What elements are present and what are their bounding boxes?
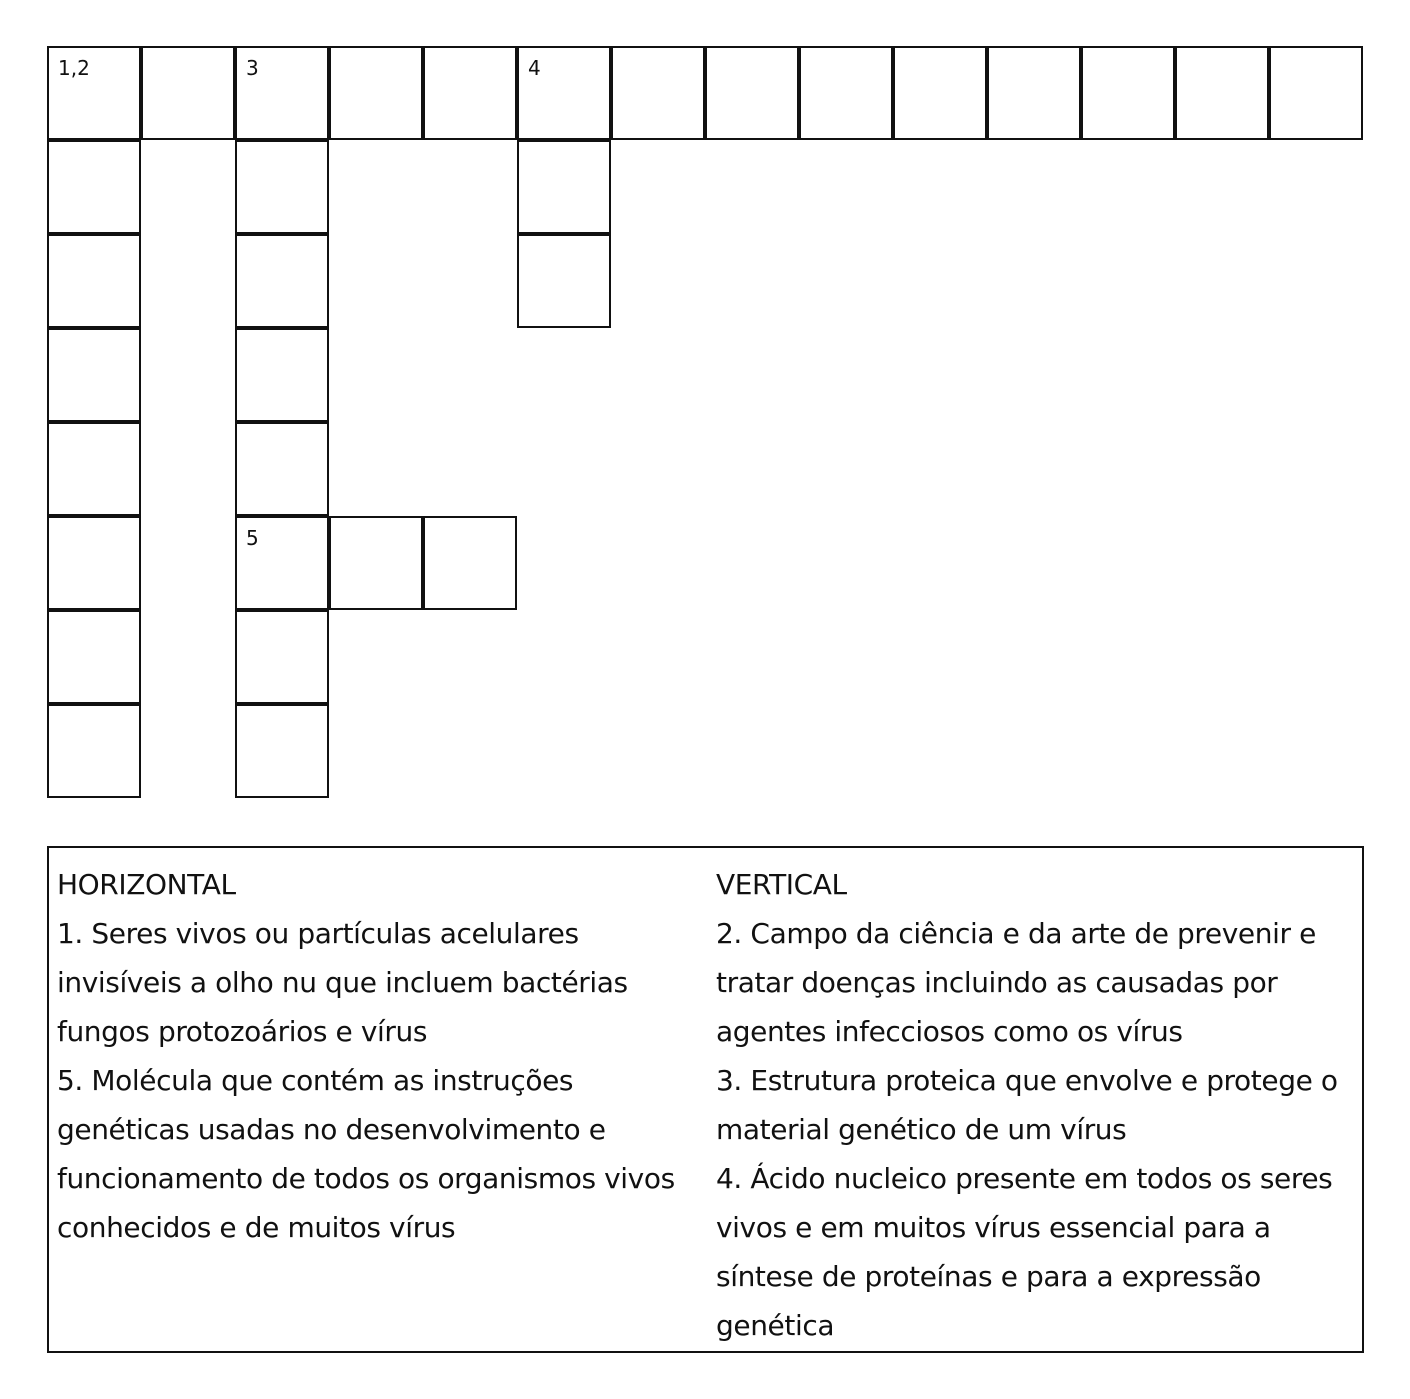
clue-vertical-4: 4. Ácido nucleico presente em todos os seres vivos e em muitos vírus essencial para a síntese de proteínas e para a expressão genética [716, 1162, 1333, 1342]
crossword-cell[interactable] [47, 610, 141, 704]
crossword-cell[interactable] [1081, 46, 1175, 140]
clues-box [47, 846, 1364, 1353]
crossword-cell[interactable] [705, 46, 799, 140]
crossword-cell[interactable] [235, 328, 329, 422]
crossword-cell[interactable] [235, 140, 329, 234]
vertical-heading: VERTICAL [716, 868, 847, 901]
crossword-cell[interactable] [47, 422, 141, 516]
horizontal-clues [57, 860, 707, 1252]
crossword-cell[interactable] [799, 46, 893, 140]
clue-vertical-2: 2. Campo da ciência e da arte de prevenir e tratar doenças incluindo as causadas por agentes infecciosos como os vírus [716, 917, 1316, 1048]
crossword-cell[interactable] [893, 46, 987, 140]
crossword-cell[interactable] [235, 234, 329, 328]
crossword-cell[interactable] [1269, 46, 1363, 140]
crossword-cell[interactable] [47, 328, 141, 422]
crossword-cell[interactable] [47, 234, 141, 328]
crossword-cell[interactable] [235, 704, 329, 798]
crossword-cell[interactable] [329, 516, 423, 610]
crossword-cell[interactable] [47, 704, 141, 798]
clue-horizontal-1: 1. Seres vivos ou partículas acelulares invisíveis a olho nu que incluem bactérias fungos protozoários e vírus [57, 917, 628, 1048]
clue-number: 5 [246, 526, 259, 550]
crossword-cell[interactable] [517, 140, 611, 234]
crossword-cell[interactable] [517, 234, 611, 328]
clue-number: 1,2 [58, 56, 90, 80]
crossword-cell[interactable] [47, 46, 141, 140]
crossword-cell[interactable] [47, 140, 141, 234]
crossword-cell[interactable] [235, 422, 329, 516]
clue-number: 4 [528, 56, 541, 80]
clue-vertical-3: 3. Estrutura proteica que envolve e protege o material genético de um vírus [716, 1064, 1338, 1146]
clue-number: 3 [246, 56, 259, 80]
crossword-cell[interactable] [423, 46, 517, 140]
crossword-cell[interactable] [235, 516, 329, 610]
crossword-cell[interactable] [1175, 46, 1269, 140]
clue-horizontal-5: 5. Molécula que contém as instruções genéticas usadas no desenvolvimento e funcionamento de todos os organismos vivos conhecidos e de muitos vírus [57, 1064, 675, 1244]
crossword-cell[interactable] [423, 516, 517, 610]
crossword-cell[interactable] [329, 46, 423, 140]
crossword-cell[interactable] [47, 516, 141, 610]
crossword-cell[interactable] [517, 46, 611, 140]
crossword-cell[interactable] [611, 46, 705, 140]
crossword-cell[interactable] [235, 610, 329, 704]
crossword-cell[interactable] [987, 46, 1081, 140]
crossword-cell[interactable] [141, 46, 235, 140]
vertical-clues [716, 860, 1356, 1350]
horizontal-heading: HORIZONTAL [57, 868, 236, 901]
crossword-cell[interactable] [235, 46, 329, 140]
